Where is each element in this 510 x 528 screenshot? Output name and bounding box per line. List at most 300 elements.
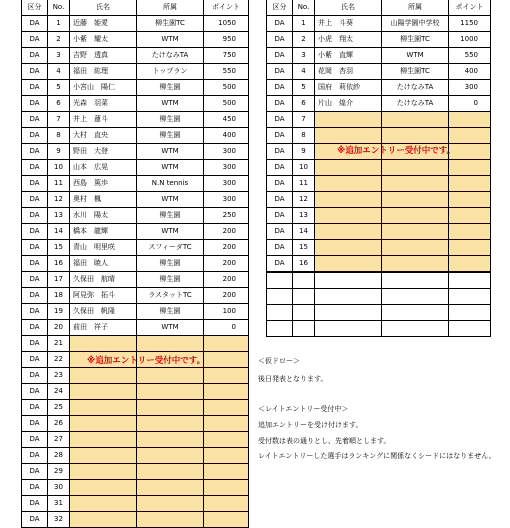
cell-points: 200	[204, 256, 249, 272]
table-row	[267, 208, 491, 224]
cell-category: DA	[22, 128, 48, 144]
cell-category: DA	[22, 496, 48, 512]
table-row	[22, 128, 249, 144]
cell-category: DA	[22, 288, 48, 304]
cell-points	[204, 480, 249, 496]
cell-affiliation	[137, 416, 204, 432]
blank-cell	[267, 321, 293, 337]
cell-name: 福田 紘理	[70, 64, 137, 80]
cell-points: 100	[204, 304, 249, 320]
cell-category: DA	[22, 48, 48, 64]
table-row	[22, 384, 249, 400]
cell-points: 200	[204, 224, 249, 240]
table-row	[267, 256, 491, 273]
cell-category: DA	[267, 256, 293, 273]
blank-cell	[315, 289, 382, 305]
cell-no: 20	[48, 320, 70, 336]
table-row	[22, 512, 249, 528]
cell-no: 4	[48, 64, 70, 80]
cell-name	[70, 336, 137, 352]
cell-category: DA	[22, 240, 48, 256]
cell-points	[449, 176, 491, 192]
cell-name: 久保田 航晴	[70, 272, 137, 288]
cell-name: 小宮山 陽仁	[70, 80, 137, 96]
table-row	[267, 80, 491, 96]
cell-category: DA	[22, 160, 48, 176]
cell-category: DA	[22, 32, 48, 48]
left-header-row	[22, 0, 249, 16]
cell-points: 0	[449, 96, 491, 112]
cell-category: DA	[22, 368, 48, 384]
table-row	[22, 64, 249, 80]
table-row	[22, 192, 249, 208]
cell-name: 光森 羽菜	[70, 96, 137, 112]
cell-points: 300	[204, 160, 249, 176]
table-row	[267, 224, 491, 240]
cell-affiliation: WTM	[137, 96, 204, 112]
cell-category: DA	[267, 160, 293, 176]
blank-cell	[449, 289, 491, 305]
cell-points: 400	[204, 128, 249, 144]
late-entry-heading: ＜レイトエントリー受付中＞	[258, 405, 349, 413]
cell-points	[204, 352, 249, 368]
table-row	[22, 336, 249, 352]
cell-affiliation	[137, 336, 204, 352]
cell-category: DA	[22, 96, 48, 112]
cell-affiliation	[137, 384, 204, 400]
cell-no: 7	[48, 112, 70, 128]
cell-affiliation: 柳生園	[137, 80, 204, 96]
cell-name: 井上 蓮斗	[70, 112, 137, 128]
table-row	[22, 144, 249, 160]
cell-no: 25	[48, 400, 70, 416]
cell-points: 450	[204, 112, 249, 128]
table-row	[22, 304, 249, 320]
cell-affiliation: たけなみTA	[382, 96, 449, 112]
table-row	[267, 96, 491, 112]
cell-affiliation	[382, 176, 449, 192]
cell-points: 1000	[449, 32, 491, 48]
cell-points: 250	[204, 208, 249, 224]
cell-points: 550	[204, 64, 249, 80]
cell-no: 27	[48, 432, 70, 448]
cell-no: 29	[48, 464, 70, 480]
cell-category: DA	[267, 128, 293, 144]
cell-no: 10	[48, 160, 70, 176]
table-row	[22, 240, 249, 256]
table-row	[267, 48, 491, 64]
late-entry-line-2: 受付数は表の通りとし、先着順とします。	[258, 437, 391, 445]
cell-category: DA	[267, 16, 293, 32]
cell-name	[70, 416, 137, 432]
cell-name: 西島 篤歩	[70, 176, 137, 192]
cell-name: 国府 莉依紗	[315, 80, 382, 96]
cell-affiliation	[382, 256, 449, 273]
table-row	[267, 64, 491, 80]
cell-affiliation: WTM	[382, 48, 449, 64]
table-row	[267, 32, 491, 48]
table-row	[22, 96, 249, 112]
cell-category: DA	[22, 176, 48, 192]
table-row	[22, 208, 249, 224]
late-entry-line-1: 追加エントリーを受け付けます。	[258, 421, 363, 429]
cell-points	[449, 160, 491, 176]
cell-category: DA	[22, 64, 48, 80]
cell-category: DA	[22, 432, 48, 448]
table-row	[22, 368, 249, 384]
cell-category: DA	[22, 224, 48, 240]
cell-no: 8	[293, 128, 315, 144]
cell-category: DA	[267, 144, 293, 160]
header-points: ポイント	[204, 0, 249, 16]
cell-category: DA	[22, 464, 48, 480]
blank-cell	[293, 305, 315, 321]
cell-affiliation: WTM	[137, 32, 204, 48]
cell-points	[449, 224, 491, 240]
table-row	[22, 288, 249, 304]
blank-row	[267, 289, 491, 305]
cell-affiliation: WTM	[137, 144, 204, 160]
cell-name	[70, 496, 137, 512]
cell-name	[315, 176, 382, 192]
cell-name	[70, 448, 137, 464]
cell-affiliation	[137, 480, 204, 496]
cell-no: 11	[48, 176, 70, 192]
draw-text: 後日発表となります。	[258, 375, 328, 383]
cell-affiliation: ラスタットTC	[137, 288, 204, 304]
table-row	[22, 80, 249, 96]
cell-no: 26	[48, 416, 70, 432]
cell-points: 500	[204, 96, 249, 112]
cell-no: 31	[48, 496, 70, 512]
cell-points: 550	[449, 48, 491, 64]
cell-affiliation: たけなみTA	[382, 80, 449, 96]
cell-affiliation: トップラン	[137, 64, 204, 80]
cell-name	[70, 480, 137, 496]
cell-no: 8	[48, 128, 70, 144]
cell-no: 9	[293, 144, 315, 160]
cell-points	[449, 208, 491, 224]
table-row	[22, 32, 249, 48]
blank-cell	[382, 289, 449, 305]
cell-name: 吉野 透真	[70, 48, 137, 64]
cell-points	[204, 336, 249, 352]
cell-category: DA	[22, 336, 48, 352]
header-no: No.	[48, 0, 70, 16]
table-row	[267, 240, 491, 256]
cell-category: DA	[267, 80, 293, 96]
cell-name: 近藤 姫愛	[70, 16, 137, 32]
table-row	[22, 464, 249, 480]
cell-category: DA	[22, 112, 48, 128]
cell-category: DA	[22, 320, 48, 336]
table-row	[22, 448, 249, 464]
cell-no: 30	[48, 480, 70, 496]
cell-name: 片山 煌介	[315, 96, 382, 112]
cell-points	[449, 192, 491, 208]
blank-row	[267, 272, 491, 289]
cell-points: 1050	[204, 16, 249, 32]
blank-cell	[315, 321, 382, 337]
cell-points: 400	[449, 64, 491, 80]
blank-cell	[382, 272, 449, 289]
blank-cell	[382, 321, 449, 337]
blank-cell	[293, 321, 315, 337]
cell-affiliation	[382, 192, 449, 208]
cell-no: 16	[293, 256, 315, 273]
cell-no: 12	[48, 192, 70, 208]
cell-category: DA	[22, 16, 48, 32]
cell-affiliation	[382, 160, 449, 176]
header-name: 氏名	[70, 0, 137, 16]
cell-no: 2	[48, 32, 70, 48]
cell-points	[449, 256, 491, 273]
cell-points: 0	[204, 320, 249, 336]
cell-category: DA	[22, 272, 48, 288]
header-name: 氏名	[315, 0, 382, 16]
cell-name	[315, 192, 382, 208]
cell-points: 950	[204, 32, 249, 48]
blank-cell	[315, 272, 382, 289]
cell-affiliation: 柳生園	[137, 208, 204, 224]
cell-points: 300	[204, 176, 249, 192]
cell-name	[315, 128, 382, 144]
cell-points	[449, 128, 491, 144]
cell-category: DA	[22, 512, 48, 528]
cell-category: DA	[267, 192, 293, 208]
cell-category: DA	[22, 144, 48, 160]
table-row	[22, 496, 249, 512]
cell-category: DA	[22, 256, 48, 272]
cell-points	[204, 400, 249, 416]
blank-cell	[293, 289, 315, 305]
blank-cell	[267, 289, 293, 305]
cell-no: 28	[48, 448, 70, 464]
cell-points	[204, 368, 249, 384]
blank-row	[267, 305, 491, 321]
cell-name	[70, 400, 137, 416]
cell-no: 21	[48, 336, 70, 352]
cell-name	[315, 240, 382, 256]
cell-no: 23	[48, 368, 70, 384]
table-row	[22, 256, 249, 272]
cell-no: 15	[293, 240, 315, 256]
cell-no: 15	[48, 240, 70, 256]
blank-cell	[449, 305, 491, 321]
cell-category: DA	[267, 176, 293, 192]
blank-cell	[382, 305, 449, 321]
cell-affiliation: たけなみTA	[137, 48, 204, 64]
cell-category: DA	[22, 192, 48, 208]
cell-category: DA	[267, 208, 293, 224]
right-header-row	[267, 0, 491, 16]
cell-category: DA	[267, 240, 293, 256]
cell-name: 山本 広晃	[70, 160, 137, 176]
table-row	[267, 160, 491, 176]
cell-affiliation	[382, 128, 449, 144]
cell-category: DA	[22, 304, 48, 320]
cell-category: DA	[267, 112, 293, 128]
cell-no: 32	[48, 512, 70, 528]
cell-no: 24	[48, 384, 70, 400]
header-affiliation: 所属	[382, 0, 449, 16]
cell-name: 福田 暁人	[70, 256, 137, 272]
table-row	[22, 480, 249, 496]
cell-name: 阿見弥 拓斗	[70, 288, 137, 304]
cell-affiliation: WTM	[137, 320, 204, 336]
blank-cell	[267, 305, 293, 321]
cell-no: 7	[293, 112, 315, 128]
cell-points	[449, 240, 491, 256]
cell-points: 300	[204, 192, 249, 208]
table-row	[22, 176, 249, 192]
cell-points: 1150	[449, 16, 491, 32]
blank-cell	[449, 321, 491, 337]
cell-points	[204, 432, 249, 448]
cell-affiliation: 柳生園	[137, 304, 204, 320]
table-row	[267, 112, 491, 128]
cell-points	[449, 112, 491, 128]
cell-points: 300	[204, 144, 249, 160]
cell-name	[70, 512, 137, 528]
cell-category: DA	[22, 448, 48, 464]
cell-category: DA	[22, 480, 48, 496]
cell-no: 3	[293, 48, 315, 64]
table-row	[22, 48, 249, 64]
cell-name: 青山 明里咲	[70, 240, 137, 256]
header-no: No.	[293, 0, 315, 16]
table-row	[22, 416, 249, 432]
cell-name: 小虎 翔太	[315, 32, 382, 48]
cell-category: DA	[267, 224, 293, 240]
cell-no: 4	[293, 64, 315, 80]
cell-affiliation	[137, 400, 204, 416]
cell-name: 奥村 楓	[70, 192, 137, 208]
cell-affiliation: スフィーダTC	[137, 240, 204, 256]
cell-category: DA	[22, 208, 48, 224]
late-entry-line-3: レイトエントリーした選手はランキングに関係なくシードにはなりません。	[258, 452, 496, 460]
cell-points: 300	[449, 80, 491, 96]
cell-name: 前田 祥子	[70, 320, 137, 336]
header-points: ポイント	[449, 0, 491, 16]
right-additional-entry-notice: ※追加エントリー受付中です。	[337, 146, 456, 156]
cell-name: 水川 陽太	[70, 208, 137, 224]
cell-name	[315, 256, 382, 273]
table-row	[22, 224, 249, 240]
cell-name	[70, 368, 137, 384]
cell-points	[204, 416, 249, 432]
blank-cell	[267, 272, 293, 289]
cell-no: 18	[48, 288, 70, 304]
right-entry-table	[266, 0, 491, 337]
cell-points	[204, 384, 249, 400]
cell-points: 200	[204, 288, 249, 304]
cell-no: 22	[48, 352, 70, 368]
cell-no: 14	[48, 224, 70, 240]
cell-category: DA	[267, 48, 293, 64]
cell-affiliation: WTM	[137, 192, 204, 208]
table-row	[22, 432, 249, 448]
cell-name: 花岡 杏羽	[315, 64, 382, 80]
cell-affiliation: 柳生園TC	[382, 32, 449, 48]
cell-name: 大村 直央	[70, 128, 137, 144]
cell-name	[70, 464, 137, 480]
header-affiliation: 所属	[137, 0, 204, 16]
cell-points	[204, 512, 249, 528]
blank-cell	[315, 305, 382, 321]
cell-category: DA	[22, 400, 48, 416]
cell-affiliation	[137, 432, 204, 448]
table-row	[22, 160, 249, 176]
cell-no: 11	[293, 176, 315, 192]
cell-points	[204, 464, 249, 480]
cell-no: 6	[48, 96, 70, 112]
cell-affiliation	[137, 368, 204, 384]
cell-category: DA	[267, 32, 293, 48]
table-row	[22, 16, 249, 32]
table-row	[267, 192, 491, 208]
cell-affiliation: WTM	[137, 160, 204, 176]
cell-category: DA	[267, 96, 293, 112]
cell-affiliation	[137, 496, 204, 512]
cell-affiliation: 柳生園TC	[382, 64, 449, 80]
cell-name	[315, 224, 382, 240]
left-entry-table	[21, 0, 249, 528]
blank-row	[267, 321, 491, 337]
cell-affiliation: 柳生園	[137, 128, 204, 144]
draw-heading: ＜仮ドロー＞	[258, 357, 300, 365]
cell-affiliation: 柳生園TC	[137, 16, 204, 32]
cell-no: 3	[48, 48, 70, 64]
table-row	[22, 400, 249, 416]
cell-no: 9	[48, 144, 70, 160]
cell-no: 19	[48, 304, 70, 320]
table-row	[267, 16, 491, 32]
cell-points	[204, 496, 249, 512]
cell-category: DA	[22, 384, 48, 400]
cell-no: 14	[293, 224, 315, 240]
cell-affiliation: 柳生園	[137, 112, 204, 128]
cell-no: 6	[293, 96, 315, 112]
cell-name: 久保田 帆隆	[70, 304, 137, 320]
table-row	[22, 320, 249, 336]
cell-name: 橋本 龍輝	[70, 224, 137, 240]
cell-no: 12	[293, 192, 315, 208]
cell-affiliation: 柳生園	[137, 272, 204, 288]
header-category: 区分	[22, 0, 48, 16]
cell-affiliation: WTM	[137, 224, 204, 240]
cell-no: 10	[293, 160, 315, 176]
cell-name	[315, 112, 382, 128]
cell-affiliation	[137, 448, 204, 464]
cell-name: 小紫 直輝	[315, 48, 382, 64]
cell-no: 16	[48, 256, 70, 272]
cell-affiliation: N.N tennis	[137, 176, 204, 192]
cell-category: DA	[22, 352, 48, 368]
left-additional-entry-notice: ※追加エントリー受付中です。	[87, 356, 206, 366]
cell-category: DA	[22, 80, 48, 96]
blank-cell	[293, 272, 315, 289]
cell-affiliation	[382, 208, 449, 224]
cell-name	[70, 384, 137, 400]
cell-points: 200	[204, 240, 249, 256]
cell-no: 1	[293, 16, 315, 32]
cell-no: 13	[48, 208, 70, 224]
cell-affiliation	[137, 464, 204, 480]
cell-points	[204, 448, 249, 464]
cell-affiliation	[382, 240, 449, 256]
cell-points: 500	[204, 80, 249, 96]
